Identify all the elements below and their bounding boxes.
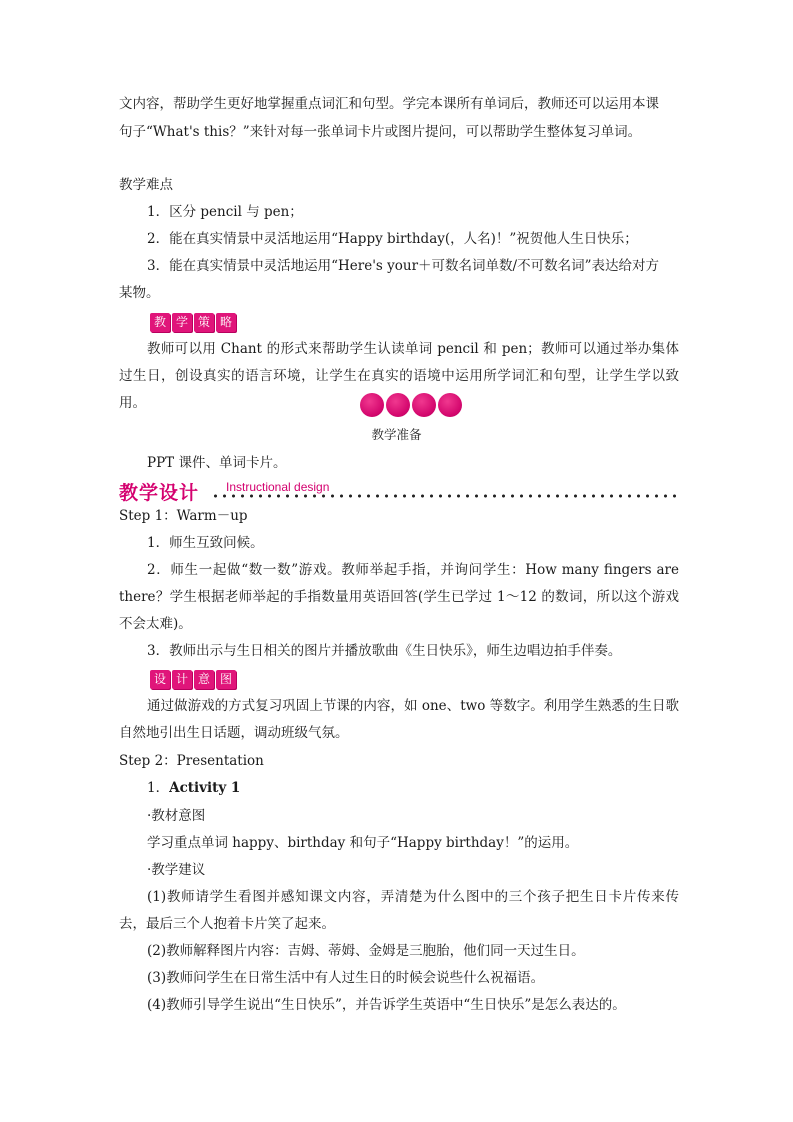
strategy-tag-char: 策 (194, 313, 214, 332)
activity-number: 1． (147, 780, 170, 796)
section-subtitle: Instructional design (226, 480, 330, 494)
dotted-divider (211, 494, 681, 498)
difficulty-item-1: 1．区分 pencil 与 pen； (147, 204, 303, 220)
intro-line-1: 文内容，帮助学生更好地掌握重点词汇和句型。学完本课所有单词后，教师还可以运用本课 (119, 96, 659, 112)
prep-caption: 教学准备 (371, 427, 422, 442)
step1-item-3: 3．教师出示与生日相关的图片并播放歌曲《生日快乐》，师生边唱边拍手伴奏。 (147, 643, 622, 659)
circle-icon (412, 393, 436, 417)
material-text: 学习重点单词 happy、birthday 和句子“Happy birthday！”的运用。 (147, 835, 579, 851)
circle-icon (386, 393, 410, 417)
intent-tag-char: 意 (194, 670, 214, 689)
step1-item-1: 1．师生互致问候。 (147, 535, 264, 551)
intent-tag-char: 设 (150, 670, 170, 689)
circle-icon (438, 393, 462, 417)
intent-tag-char: 计 (172, 670, 192, 689)
strategy-tag-char: 略 (216, 313, 236, 332)
suggestion-4: (4)教师引导学生说出“生日快乐”，并告诉学生英语中“生日快乐”是怎么表达的。 (147, 997, 626, 1013)
activity-title: Activity 1 (169, 780, 241, 796)
difficulty-heading: 教学难点 (119, 177, 173, 193)
difficulty-item-2: 2．能在真实情景中灵活地运用“Happy birthday(，人名)！”祝贺他人生日快乐； (147, 231, 638, 247)
step2-heading: Step 2：Presentation (119, 753, 264, 769)
section-title: 教学设计 (119, 482, 200, 504)
strategy-tag-char: 教 (150, 313, 170, 332)
difficulty-item-3: 3．能在真实情景中灵活地运用“Here's your＋可数名词单数/不可数名词”表达给对方 (147, 258, 659, 274)
intent-tag-char: 图 (216, 670, 236, 689)
strategy-tag (150, 313, 236, 333)
difficulty-item-3-cont: 某物。 (119, 285, 160, 301)
prep-text: PPT 课件、单词卡片。 (147, 455, 287, 471)
step1-heading: Step 1：Warm－up (119, 508, 248, 524)
intent-text: 通过做游戏的方式复习巩固上节课的内容，如 one、two 等数字。利用学生熟悉的生日歌自然地引出生日话题，调动班级气氛。 (119, 698, 679, 741)
circle-icon (360, 393, 384, 417)
material-label: ·教材意图 (147, 808, 206, 824)
suggest-label: ·教学建议 (147, 862, 206, 878)
strategy-tag-char: 学 (172, 313, 192, 332)
intro-line-2: 句子“What's this？”来针对每一张单词卡片或图片提问，可以帮助学生整体复习单词。 (119, 124, 642, 140)
intent-tag (150, 670, 236, 690)
activity-heading (147, 778, 707, 798)
prep-decoration (360, 393, 462, 417)
suggestion-3: (3)教师问学生在日常生活中有人过生日的时候会说些什么祝福语。 (147, 970, 545, 986)
strategy-text: 教师可以用 Chant 的形式来帮助学生认读单词 pencil 和 pen；教师可以通过举办集体过生日，创设真实的语言环境，让学生在真实的语境中运用所学词汇和句型，让学生学以致用。 (119, 341, 679, 411)
step1-item-2: 2．师生一起做“数一数”游戏。教师举起手指，并询问学生：How many fingers are there？学生根据老师举起的手指数量用英语回答(学生已学过 1～12 的数词，所以这个游戏不会太难)。 (119, 562, 679, 632)
suggestion-1: (1)教师请学生看图并感知课文内容，弄清楚为什么图中的三个孩子把生日卡片传来传去，最后三个人抱着卡片笑了起来。 (119, 889, 679, 932)
suggestion-2: (2)教师解释图片内容：吉姆、蒂姆、金姆是三胞胎，他们同一天过生日。 (147, 943, 585, 959)
